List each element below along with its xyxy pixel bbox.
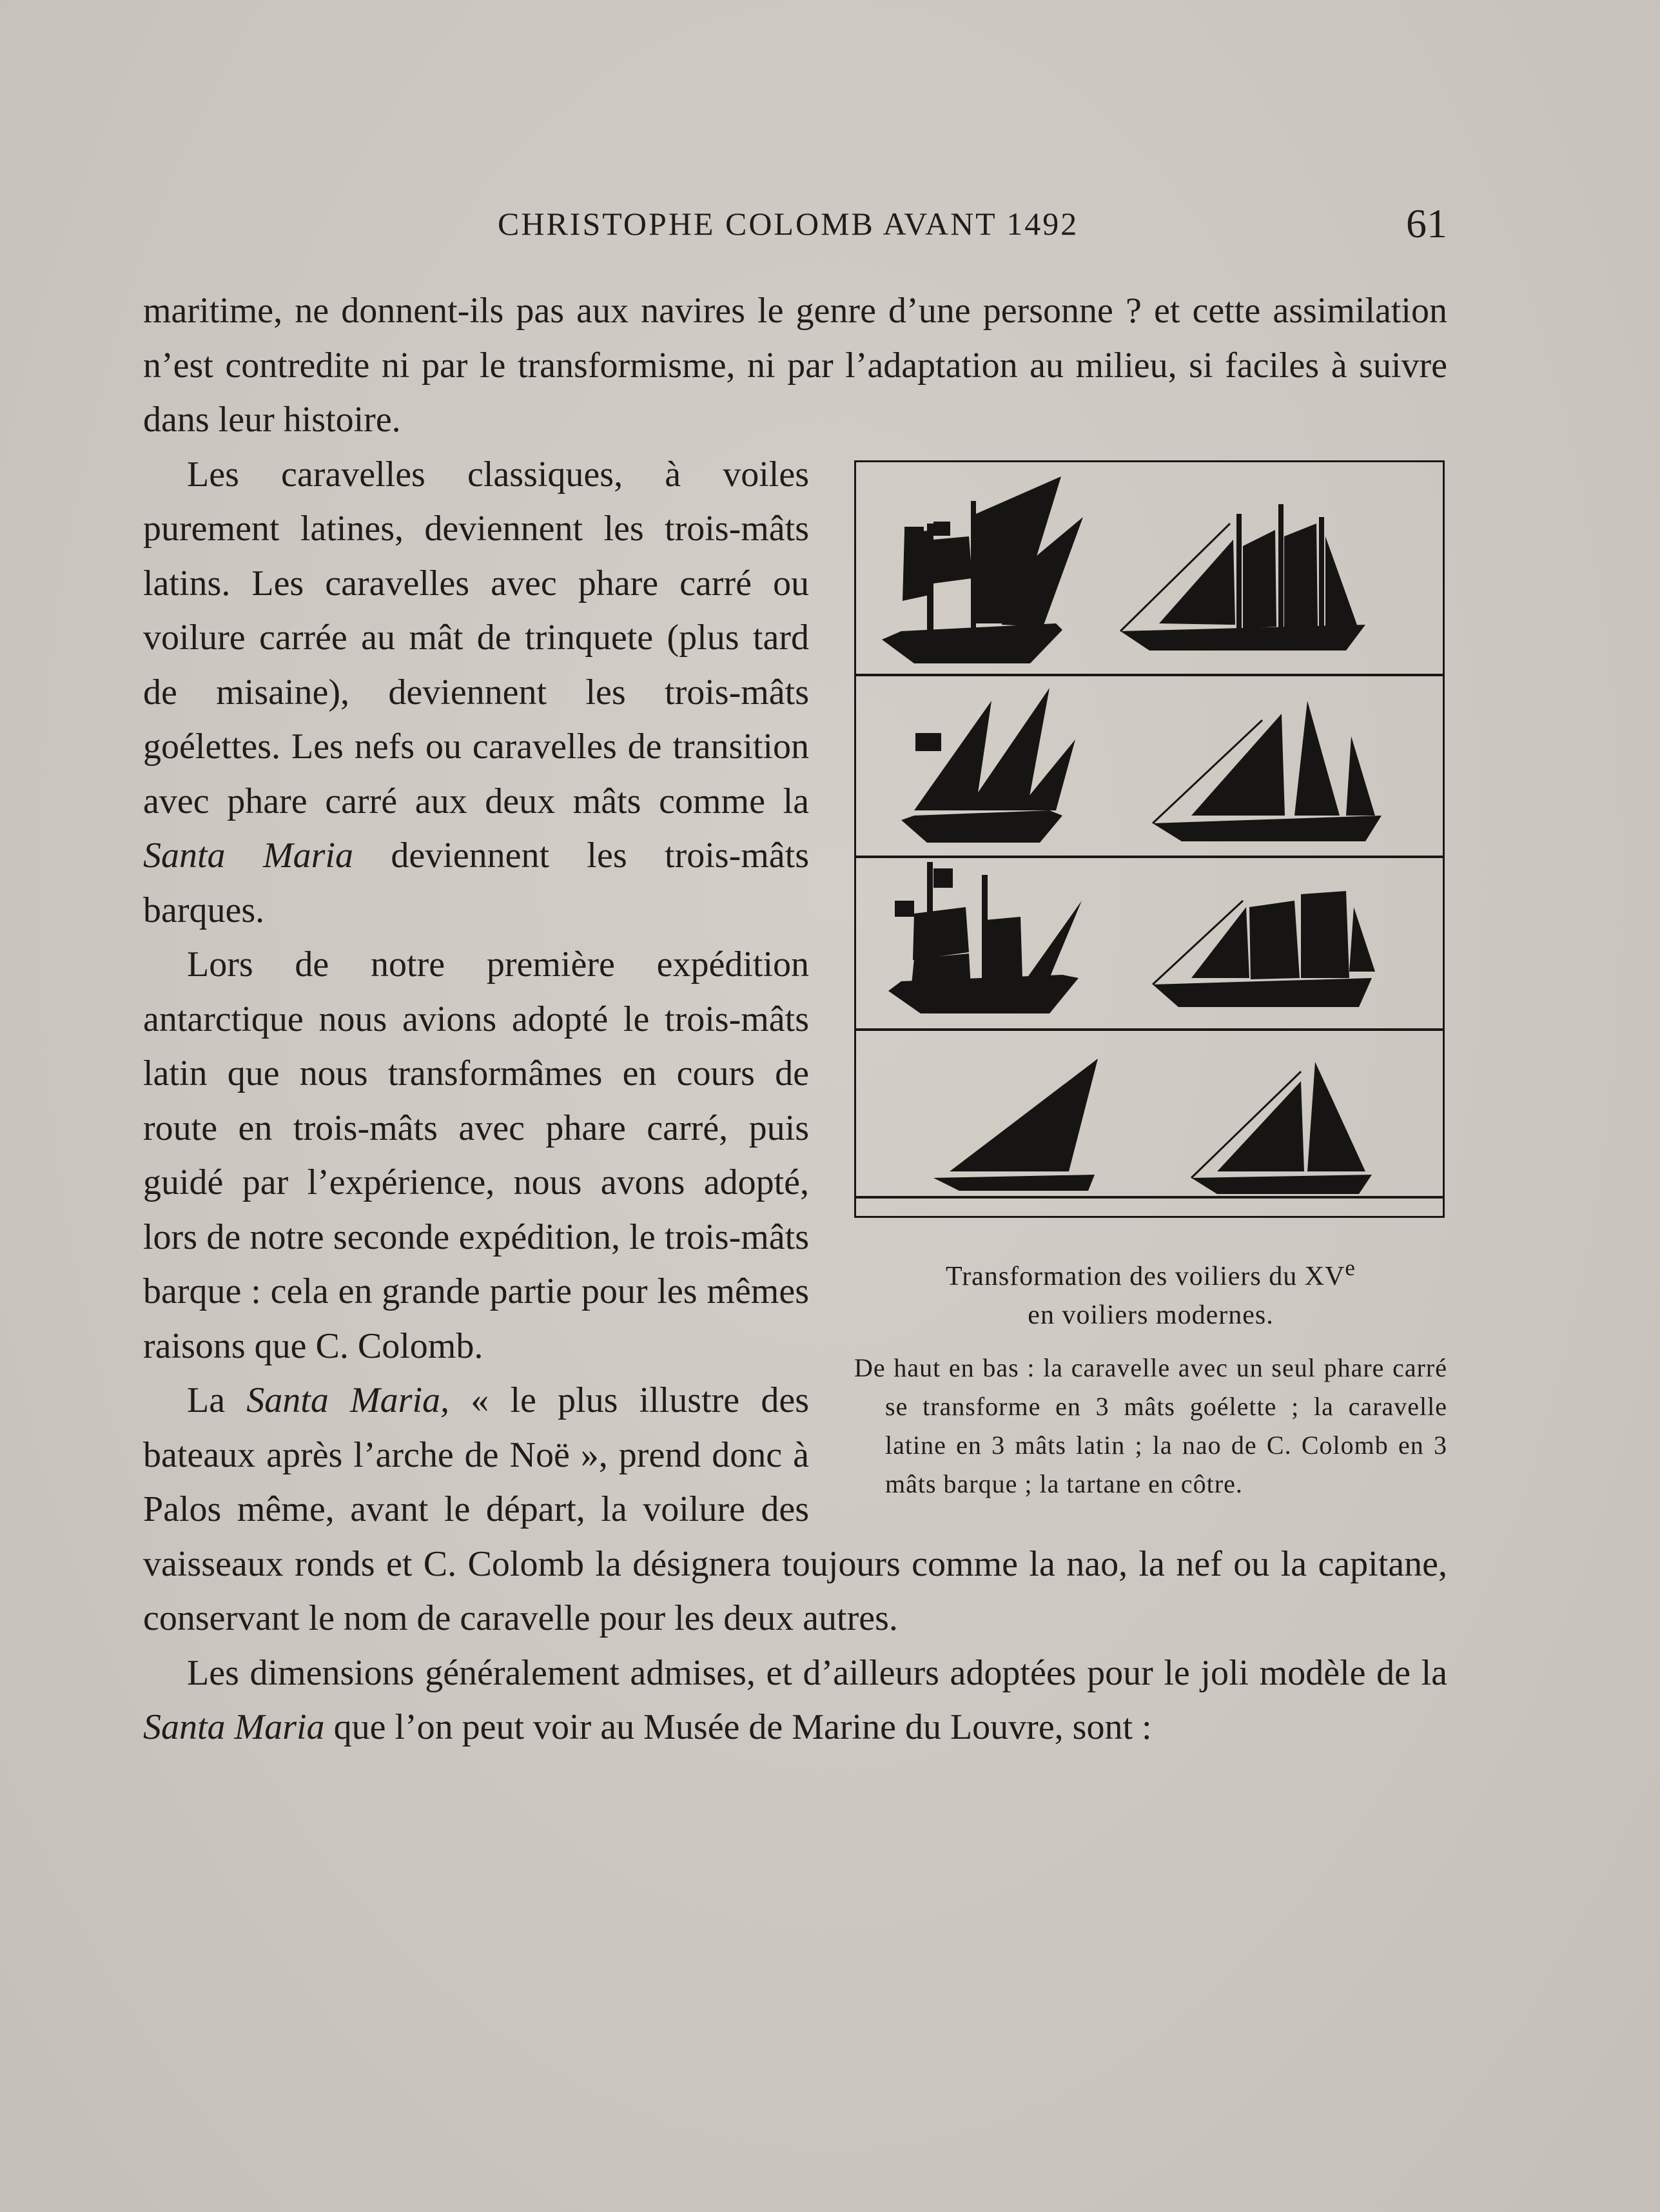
cutter-silhouette bbox=[1191, 1062, 1372, 1194]
caravel-square-sail-silhouette bbox=[882, 476, 1083, 663]
barque-silhouette bbox=[1153, 891, 1375, 1007]
ship-silhouettes-illustration bbox=[856, 462, 1443, 1216]
paragraph-3: Lors de notre première expédition antarctique nous avions adopté le trois-mâts latin que nous transformâmes en cours de route en trois-mâts avec phare carré, puis guidé par l’expérience, nous avons adopté, lors de notre seconde expédition, le trois-mâts barque : cela en grande partie pour les mêmes raisons que C. Colomb. bbox=[143, 945, 809, 1366]
caption-title-superscript: e bbox=[1345, 1255, 1356, 1280]
caption-title-text: Transformation des voiliers du XV bbox=[946, 1261, 1345, 1291]
nao-silhouette bbox=[888, 862, 1082, 1013]
running-title: CHRISTOPHE COLOMB AVANT 1492 bbox=[498, 206, 1079, 242]
paragraph-4-text: La bbox=[187, 1380, 226, 1420]
paragraph-5-text: Les dimensions généralement admises, et d’ailleurs adoptées pour le joli modèle de la bbox=[187, 1652, 1447, 1693]
schooner-silhouette bbox=[1120, 504, 1365, 651]
paragraph-4-text-2: « le plus illustre des bateaux après l’arche de Noë », prend donc à Palos même, avant le départ, la voilure des vaisseaux ronds et C. Colomb la désignera toujours comme la nao, la nef ou la capitane, conservant le nom de caravelle pour les deux autres. bbox=[143, 1380, 1447, 1638]
latin-three-master-silhouette bbox=[1153, 701, 1382, 841]
paragraph-5 bbox=[143, 1646, 1447, 1755]
page-header bbox=[143, 201, 1447, 257]
paragraph-5-italic: Santa Maria bbox=[143, 1707, 325, 1747]
latin-caravel-silhouette bbox=[901, 688, 1075, 843]
page-number: 61 bbox=[1406, 201, 1447, 246]
paragraph-2-text: Les caravelles classiques, à voiles purement latines, deviennent les trois-mâts latins. Les caravelles avec phare carré ou voilure carrée au mât de trinquete (plus tard de misaine), deviennent les trois-mâts goélettes. Les nefs ou caravelles de transition avec phare carré aux deux mâts comme la bbox=[143, 454, 809, 821]
paragraph-2-text-2: deviennent les trois-mâts barques. bbox=[143, 836, 809, 930]
caption-title-text-2: en voiliers modernes. bbox=[1028, 1300, 1274, 1330]
figure-illustration bbox=[854, 460, 1445, 1218]
figure-caption-title bbox=[854, 1249, 1447, 1335]
paragraph-2-italic: Santa Maria bbox=[143, 836, 353, 876]
figure-caption-description: De haut en bas : la caravelle avec un seul phare carré se transforme en 3 mâts goélette ; la caravelle latine en 3 mâts latin ; la nao de C. Colomb en 3 mâts barque ; la tartane en côtre. bbox=[854, 1353, 1447, 1498]
paragraph-4-italic: Santa Maria, bbox=[246, 1380, 450, 1420]
paragraph-1: maritime, ne donnent-ils pas aux navires le genre d’une personne ? et cette assimilation n’est contredite ni par le transformisme, ni par l’adaptation au milieu, si faciles à suivre dans leur histoire. bbox=[143, 291, 1447, 440]
body-text bbox=[143, 284, 1447, 1755]
paragraph-5-text-2: que l’on peut voir au Musée de Marine du Louvre, sont : bbox=[333, 1707, 1152, 1747]
tartane-silhouette bbox=[933, 1059, 1098, 1191]
figure bbox=[854, 460, 1447, 1503]
